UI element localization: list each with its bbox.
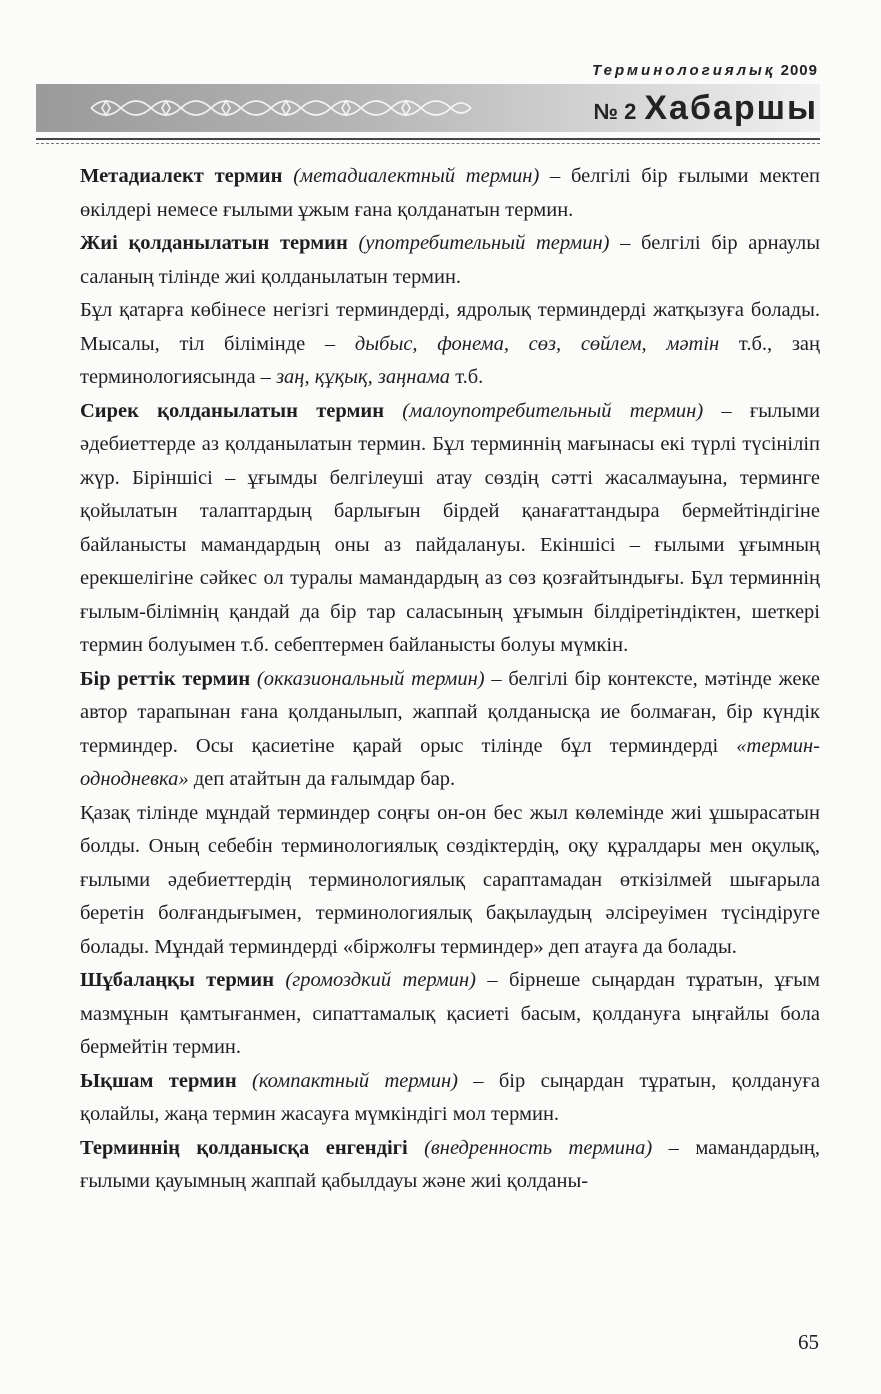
paragraph-rare (80, 395, 820, 663)
article-body (80, 160, 820, 1199)
header-year: 2009 (780, 62, 818, 79)
paragraph-compact (80, 1065, 820, 1132)
term-russian: (окказиональный термин) (256, 667, 485, 690)
definition-text: – мамандардың, ғылыми қауымның жаппай қабылдауы және жиі қолданы- (80, 1136, 820, 1192)
definition-text: – бір сыңардан тұратын, қолдануға қолайлы, жаңа термин жасауға мүмкіндігі мол термин. (80, 1069, 820, 1125)
body-text: т.б., заң терминологиясында – (80, 332, 821, 388)
definition-text: – бірнеше сыңардан тұратын, ұғым мазмұнын қамтығанмен, сипаттамалық қасиеті басым, қолдануға ыңғайлы бола бермейтін термин. (80, 969, 821, 1058)
term-russian: (внедренность термина) (424, 1136, 653, 1159)
body-text: Бұл қатарға көбінесе негізгі терминдерді, ядролық терминдерді жатқызуға болады. Мысалы, тіл білімінде – (80, 299, 820, 355)
term-russian: (малоупотребительный термин) (402, 399, 704, 422)
magazine-name: Терминологиялық (592, 62, 776, 79)
paragraph-cumbersome (80, 964, 820, 1065)
term-bold: Терминнің қолданысқа енгендігі (80, 1136, 408, 1159)
example-terms: дыбыс, фонема, сөз, сөйлем, мәтін (354, 332, 720, 355)
definition-text: деп атайтын да ғалымдар бар. (188, 768, 456, 790)
term-bold: Бір реттік термин (80, 667, 251, 690)
term-bold: Метадиалект термин (80, 165, 283, 187)
quoted-term: «термин-однодневка» (80, 734, 820, 790)
paragraph-frequent (80, 227, 820, 294)
definition-text: – белгілі бір арнаулы саланың тілінде жиі қолданылатын термин. (80, 232, 821, 288)
running-header (36, 62, 820, 150)
body-text: т.б. (450, 366, 484, 388)
term-russian: (метадиалектный термин) (293, 165, 540, 187)
definition-text: – белгілі бір контексте, мәтінде жеке автор тарапынан ғана қолданылып, жаппай қолданысқа ие болмаған, бір күндік терминдер. Осы қасиетіне қарай орыс тілінде бұл терминдерді (80, 667, 820, 757)
paragraph-occasional (80, 663, 820, 797)
paragraph-kazakh (80, 797, 820, 965)
paragraph-examples (80, 294, 820, 395)
header-title (593, 84, 818, 132)
example-terms: заң, құқық, заңнама (276, 366, 451, 388)
term-bold: Сирек қолданылатын термин (80, 399, 385, 422)
issue-number: № 2 (593, 99, 637, 124)
header-magazine-line (592, 62, 818, 79)
term-russian: (употребительный термин) (358, 232, 610, 254)
definition-text: – белгілі бір ғылыми мектеп өкілдері немесе ғылыми ұжым ғана қолданатын термин. (80, 165, 821, 221)
term-russian: (компактный термин) (252, 1069, 458, 1092)
body-text: Қазақ тілінде мұндай терминдер соңғы он-он бес жыл көлемінде жиі ұшырасатын болды. Оның себебін терминологиялық сөздіктердің, оқу құралдары мен оқулық, ғылыми әдебиеттердің терминологиялық сараптамадан өткізілмей шығарыла беретін болғандығымен, терминологиялық бақылаудың әлсіреуімен түсіндіруге болады. Мұндай терминдерді «біржолғы терминдер» деп атауға да болады. (80, 801, 820, 958)
term-bold: Ықшам термин (80, 1069, 237, 1092)
term-russian: (громоздкий термин) (285, 969, 476, 991)
paragraph-metadialect (80, 160, 820, 227)
header-rule-dashed (36, 143, 820, 144)
term-bold: Шұбалаңқы термин (80, 969, 275, 991)
definition-text: – ғылыми әдебиеттерде аз қолданылатын термин. Бұл терминнің мағынасы екі түрлі түсініліп жүр. Біріншісі – ұғымды белгілеуші атау сөздің сәтті жасалмауына, терминге қойылатын талаптардың барлығын бірдей қанағаттандыра бермейтіндігіне байланысты мамандардың оны аз пайдалануы. Екіншісі – ғылыми ұғымның ерекшелігіне сәйкес ол туралы мамандардың аз сөз қозғайтындығы. Бұл терминнің ғылым-білімнің қандай да бір тар саласының ұғымын білдіретіндіктен, шеткері термин болуымен т.б. себептермен байланысты болуы мүмкін. (80, 399, 821, 656)
page-number: 65 (798, 1330, 819, 1354)
journal-title: Хабаршы (644, 89, 818, 127)
paragraph-adoption (80, 1132, 820, 1199)
header-rule (36, 138, 820, 140)
ornament-pattern-icon (86, 92, 476, 124)
term-bold: Жиі қолданылатын термин (80, 232, 348, 254)
